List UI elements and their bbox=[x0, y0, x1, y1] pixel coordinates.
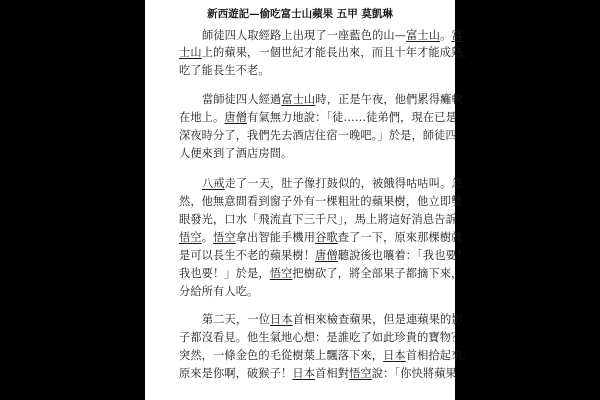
text-line bbox=[179, 348, 474, 364]
text-segment: 然，他無意間看到窗子外有一棵粗壯的蘋果樹，他立即雙 bbox=[179, 195, 463, 208]
underlined-proper-noun: 悟空 bbox=[179, 231, 202, 244]
text-segment: 突然，一條金色的毛從樹葉上飄落下來， bbox=[179, 349, 384, 362]
underlined-proper-noun: 悟空 bbox=[349, 367, 372, 380]
underlined-proper-noun: 富士山 bbox=[281, 93, 316, 106]
text-line bbox=[202, 176, 463, 192]
document-page bbox=[145, 0, 474, 400]
text-segment: 人便來到了酒店房間。 bbox=[179, 147, 293, 160]
text-line bbox=[179, 230, 463, 246]
underlined-proper-noun: 富 bbox=[451, 29, 463, 42]
text-segment: 查了一下，原來那棵樹就 bbox=[337, 231, 463, 244]
text-segment: 首相對 bbox=[315, 367, 350, 380]
text-line bbox=[179, 194, 462, 210]
text-segment: 拿出智能手機用 bbox=[235, 231, 316, 244]
text-segment: 第二天，一位 bbox=[202, 313, 271, 326]
underlined-proper-noun: 谷歌 bbox=[315, 231, 338, 244]
underlined-proper-noun: 唐僧 bbox=[224, 111, 248, 124]
text-segment: 有氣無力地說：「徒……徒弟們，現在已是 bbox=[247, 111, 457, 124]
document-title: 新西遊記—偷吃富士山蘋果 五甲 莫凱琳 bbox=[207, 8, 393, 20]
text-line bbox=[179, 266, 462, 282]
text-line bbox=[179, 330, 462, 346]
text-segment: 子都沒看見。他生氣地心想：是誰吃了如此珍貴的寶物？ bbox=[179, 331, 463, 344]
text-line bbox=[179, 45, 474, 61]
text-segment: 首相拾起來： bbox=[405, 349, 474, 362]
underlined-proper-noun: 富士山 bbox=[406, 29, 441, 42]
text-segment: 我也要！」於是， bbox=[179, 267, 270, 280]
text-segment: 是可以長生不老的蘋果樹！ bbox=[179, 249, 316, 262]
underlined-proper-noun: 八戒 bbox=[202, 177, 225, 190]
text-segment: 聽說後也嚷着：「我也要！ bbox=[337, 249, 469, 262]
text-segment: 把樹砍了，將全部果子都摘下來， bbox=[292, 267, 463, 280]
text-segment: 走了一天，肚子像打鼓似的，被餓得咕咕叫。忽 bbox=[224, 177, 463, 190]
text-segment: 。 bbox=[440, 29, 452, 42]
text-line bbox=[179, 212, 457, 228]
text-segment: 師徒四人取經路上出現了一座藍色的山— bbox=[202, 29, 407, 42]
text-line bbox=[202, 28, 463, 44]
text-segment: 上的蘋果，一個世紀才能長出來，而且十年才能成熟， bbox=[201, 46, 474, 59]
text-segment: 說：「你快將蘋果 bbox=[371, 367, 457, 380]
text-line bbox=[179, 146, 292, 162]
underlined-proper-noun: 日本 bbox=[270, 313, 293, 326]
text-line bbox=[179, 63, 270, 79]
underlined-proper-noun: 悟空 bbox=[213, 231, 236, 244]
text-segment: 時，正是午夜，他們累得癱軟 bbox=[315, 93, 463, 106]
text-line bbox=[179, 110, 457, 126]
text-line bbox=[202, 92, 463, 108]
text-segment: 。 bbox=[201, 231, 214, 244]
text-segment: 在地上。 bbox=[179, 111, 225, 124]
text-line bbox=[202, 312, 463, 328]
text-line bbox=[179, 284, 258, 300]
text-segment: 當師徒四人經過 bbox=[202, 93, 282, 106]
text-segment: 原來是你啊，破猴子！ bbox=[179, 367, 293, 380]
underlined-proper-noun: 士山 bbox=[179, 46, 202, 59]
text-segment: 首相來檢查蘋果，但是連蘋果的影 bbox=[292, 313, 463, 326]
underlined-proper-noun: 唐僧 bbox=[315, 249, 338, 262]
underlined-proper-noun: 日本 bbox=[383, 349, 406, 362]
text-segment: 眼發光，口水「飛流直下三千尺」，馬上將這好消息告訴 bbox=[179, 213, 457, 226]
text-line bbox=[179, 248, 468, 264]
text-line bbox=[179, 128, 457, 144]
underlined-proper-noun: 日本 bbox=[292, 367, 316, 380]
text-segment: 深夜時分了，我們先去酒店住宿一晚吧。」於是，師徒四 bbox=[179, 129, 457, 142]
underlined-proper-noun: 悟空 bbox=[269, 267, 293, 280]
text-line bbox=[179, 366, 457, 382]
text-segment: 分給所有人吃。 bbox=[179, 285, 259, 298]
text-segment: 吃了能長生不老。 bbox=[179, 64, 270, 77]
